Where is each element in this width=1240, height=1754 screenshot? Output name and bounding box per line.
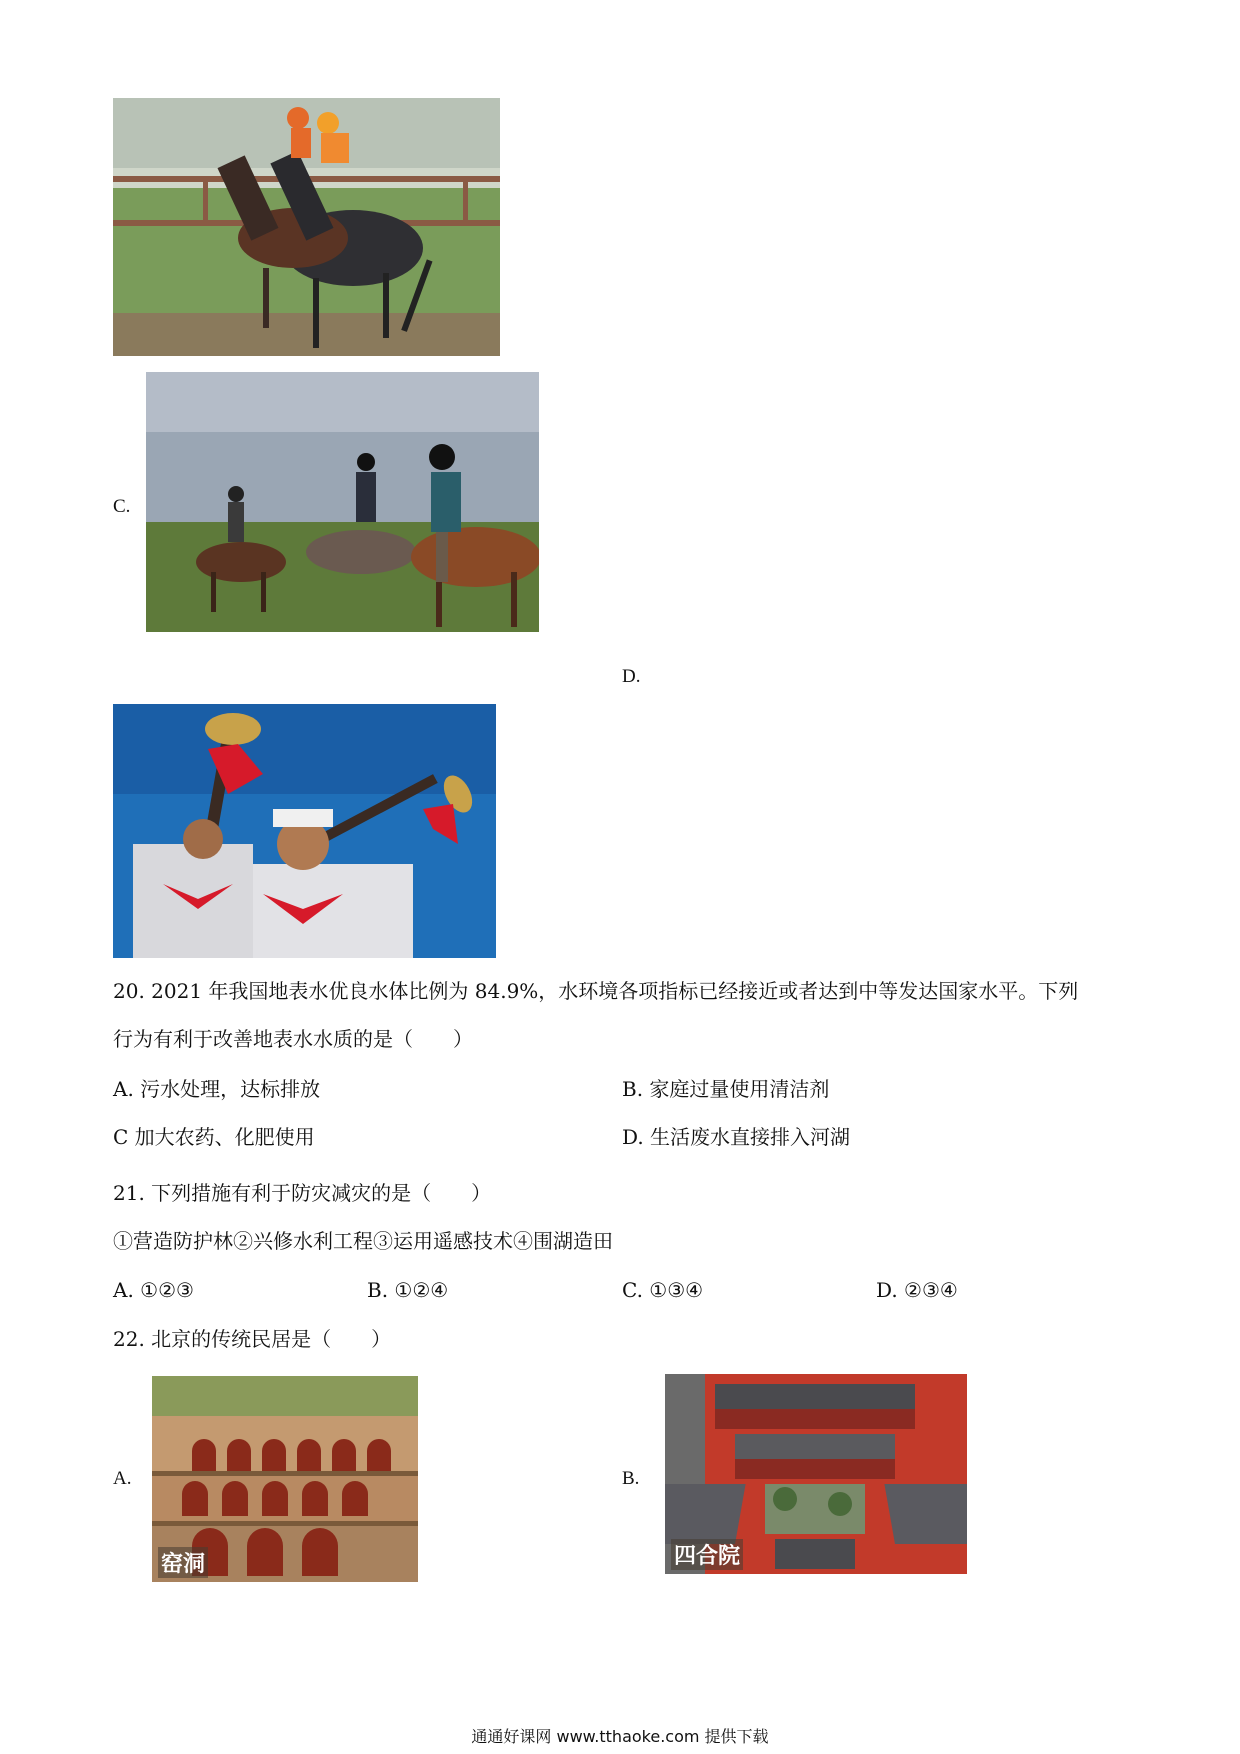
cave-dwelling-photo bbox=[152, 1376, 418, 1582]
q21-option-d: D. ②③④ bbox=[876, 1278, 958, 1302]
q20-option-c: C 加大农药、化肥使用 bbox=[113, 1125, 315, 1149]
footer-source: 通通好课网 www.tthaoke.com 提供下载 bbox=[471, 1727, 769, 1746]
horse-riders-grassland-photo bbox=[146, 372, 539, 632]
q21-statement: ①营造防护林②兴修水利工程③运用遥感技术④围湖造田 bbox=[113, 1229, 613, 1253]
option-c-label: C. bbox=[113, 496, 131, 517]
q21-option-c: C. ①③④ bbox=[622, 1278, 704, 1302]
option-d-label: D. bbox=[622, 666, 641, 687]
q20-option-b: B. 家庭过量使用清洁剂 bbox=[622, 1077, 830, 1101]
q22-option-b-label: B. bbox=[622, 1468, 640, 1489]
q21-stem: 21. 下列措施有利于防灾减灾的是（ ） bbox=[113, 1181, 492, 1205]
q22-stem: 22. 北京的传统民居是（ ） bbox=[113, 1327, 392, 1351]
horse-racing-photo bbox=[113, 98, 500, 356]
cave-dwelling-caption: 窑洞 bbox=[158, 1547, 208, 1578]
siheyuan-courtyard-photo bbox=[665, 1374, 967, 1574]
q22-option-a-label: A. bbox=[113, 1468, 132, 1489]
suona-players-photo bbox=[113, 704, 496, 958]
q21-option-a: A. ①②③ bbox=[113, 1278, 194, 1302]
siheyuan-caption: 四合院 bbox=[671, 1539, 743, 1570]
q20-stem-line2: 行为有利于改善地表水水质的是（ ） bbox=[113, 1027, 473, 1051]
q21-option-b: B. ①②④ bbox=[367, 1278, 449, 1302]
q20-option-a: A. 污水处理，达标排放 bbox=[113, 1077, 321, 1101]
q20-option-d: D. 生活废水直接排入河湖 bbox=[622, 1125, 851, 1149]
q20-stem-line1: 20. 2021 年我国地表水优良水体比例为 84.9%，水环境各项指标已经接近或者达到中等发达国家水平。下列 bbox=[113, 979, 1079, 1003]
